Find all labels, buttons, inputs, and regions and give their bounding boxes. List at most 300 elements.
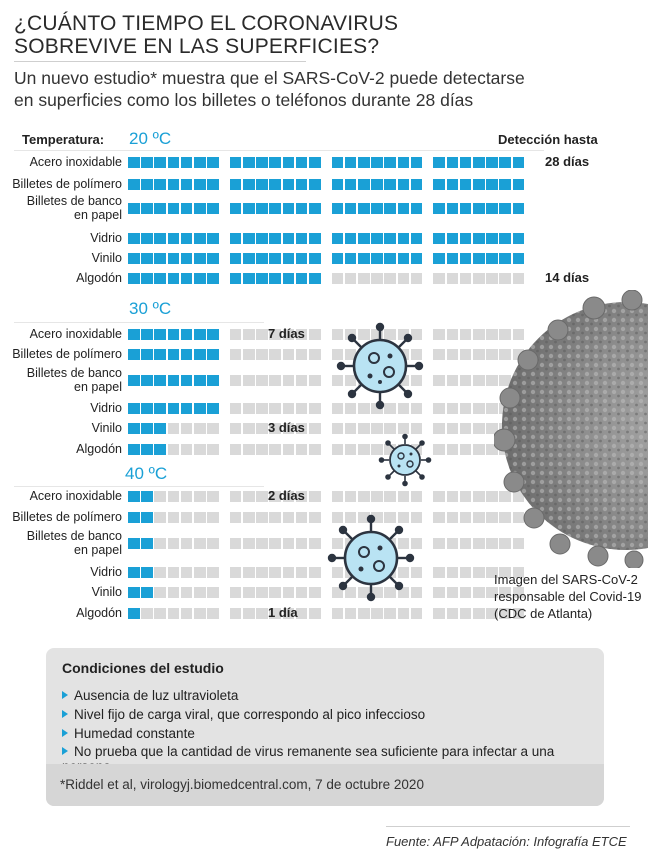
triangle-bullet-icon (62, 691, 68, 699)
day-segment-filled (433, 253, 445, 264)
day-segment-empty (433, 491, 445, 502)
day-segment-empty (447, 567, 459, 578)
day-segment-empty (447, 491, 459, 502)
day-segment-empty (345, 608, 357, 619)
day-segment-empty (433, 273, 445, 284)
day-segment-filled (296, 157, 308, 168)
day-segment-filled (411, 179, 423, 190)
day-segment-empty (269, 512, 281, 523)
day-segment-empty (230, 491, 242, 502)
day-segment-filled (128, 567, 140, 578)
day-segment-filled (154, 157, 166, 168)
day-segment-empty (433, 538, 445, 549)
day-segment-empty (230, 444, 242, 455)
day-segment-filled (398, 253, 410, 264)
day-segment-filled (154, 403, 166, 414)
day-segment-filled (207, 273, 219, 284)
day-segment-filled (243, 179, 255, 190)
day-segment-filled (154, 444, 166, 455)
day-segment-filled (309, 203, 321, 214)
day-segment-empty (181, 587, 193, 598)
day-segment-filled (460, 179, 472, 190)
day-segment-empty (283, 538, 295, 549)
day-segment-filled (398, 157, 410, 168)
day-segment-empty (473, 403, 485, 414)
day-segment-filled (345, 253, 357, 264)
day-segment-empty (296, 375, 308, 386)
day-segment-empty (473, 538, 485, 549)
subtitle (14, 67, 525, 111)
day-segment-filled (168, 329, 180, 340)
surface-label (30, 155, 122, 169)
caption-line-1: Imagen del SARS-CoV-2 (494, 572, 638, 587)
virus-icon-large (336, 322, 424, 410)
surface-label (30, 327, 122, 341)
day-segment-empty (256, 608, 268, 619)
day-segment-filled (499, 157, 511, 168)
day-segment-filled (154, 233, 166, 244)
day-segment-filled (154, 423, 166, 434)
day-segment-empty (154, 608, 166, 619)
day-segment-empty (371, 608, 383, 619)
surface-label-line: Vidrio (90, 401, 122, 415)
surface-label-line: Vinilo (91, 585, 122, 599)
day-segment-empty (433, 587, 445, 598)
day-segment-filled (230, 157, 242, 168)
day-segment-filled (371, 233, 383, 244)
source-divider (386, 826, 630, 827)
day-segment-filled (141, 203, 153, 214)
surface-label (27, 194, 122, 222)
day-segment-filled (181, 329, 193, 340)
day-segment-empty (181, 512, 193, 523)
day-segment-filled (473, 253, 485, 264)
day-segment-filled (128, 512, 140, 523)
day-segment-filled (513, 233, 525, 244)
day-segment-filled (447, 233, 459, 244)
surface-label-line: Acero inoxidable (29, 327, 122, 341)
day-segment-filled (473, 203, 485, 214)
day-segment-empty (433, 423, 445, 434)
day-segment-empty (460, 608, 472, 619)
condition-item (62, 688, 238, 703)
day-segment-filled (384, 157, 396, 168)
day-segment-empty (398, 608, 410, 619)
day-segment-filled (371, 203, 383, 214)
surface-label-line: en papel (74, 208, 122, 222)
day-segment-filled (345, 203, 357, 214)
day-segment-empty (309, 491, 321, 502)
day-segment-filled (230, 179, 242, 190)
caption-line-2: responsable del Covid-19 (494, 589, 642, 604)
surface-label-line: Vinilo (91, 251, 122, 265)
day-segment-filled (513, 157, 525, 168)
day-segment-filled (230, 273, 242, 284)
day-segment-empty (168, 538, 180, 549)
day-segment-filled (398, 179, 410, 190)
panel-divider (14, 322, 264, 323)
day-segment-empty (194, 444, 206, 455)
panel-divider (14, 486, 264, 487)
day-segment-filled (128, 444, 140, 455)
day-segment-empty (230, 567, 242, 578)
day-segment-empty (296, 587, 308, 598)
title-divider (14, 61, 306, 62)
detection-value: 7 días (268, 326, 305, 341)
day-segment-filled (283, 203, 295, 214)
day-segment-filled (345, 179, 357, 190)
day-segment-empty (256, 329, 268, 340)
day-segment-filled (181, 349, 193, 360)
day-segment-empty (207, 444, 219, 455)
day-segment-filled (332, 179, 344, 190)
day-segment-empty (309, 375, 321, 386)
day-segment-filled (345, 233, 357, 244)
day-segment-empty (433, 375, 445, 386)
surface-label-line: Algodón (76, 271, 122, 285)
day-segment-empty (283, 587, 295, 598)
day-segment-empty (256, 587, 268, 598)
virus-photo (494, 290, 648, 568)
day-segment-empty (371, 273, 383, 284)
day-segment-filled (384, 253, 396, 264)
day-segment-filled (207, 203, 219, 214)
day-segment-filled (168, 273, 180, 284)
day-segment-filled (486, 179, 498, 190)
day-segment-empty (243, 567, 255, 578)
day-segment-filled (447, 157, 459, 168)
day-segment-filled (398, 233, 410, 244)
day-segment-filled (141, 423, 153, 434)
surface-label-line: en papel (74, 380, 122, 394)
day-segment-filled (411, 253, 423, 264)
day-segment-empty (256, 423, 268, 434)
day-segment-filled (128, 403, 140, 414)
day-segment-empty (332, 608, 344, 619)
day-segment-empty (207, 587, 219, 598)
day-segment-filled (358, 203, 370, 214)
day-segment-empty (256, 444, 268, 455)
surface-label-line: Billetes de banco (26, 529, 122, 543)
day-segment-empty (499, 273, 511, 284)
day-segment-filled (384, 203, 396, 214)
day-segment-filled (486, 157, 498, 168)
day-segment-empty (411, 491, 423, 502)
surface-label (92, 585, 122, 599)
detection-value: 1 día (268, 605, 298, 620)
day-segment-filled (230, 253, 242, 264)
day-segment-empty (256, 403, 268, 414)
day-segment-empty (283, 512, 295, 523)
day-segment-filled (181, 157, 193, 168)
day-segment-filled (141, 349, 153, 360)
day-segment-filled (309, 157, 321, 168)
day-segment-filled (486, 233, 498, 244)
day-segment-filled (243, 233, 255, 244)
day-segment-filled (154, 203, 166, 214)
day-segment-filled (433, 233, 445, 244)
day-segment-empty (154, 587, 166, 598)
condition-item (62, 707, 425, 722)
day-segment-empty (332, 423, 344, 434)
surface-label-line: Billetes de polímero (12, 510, 122, 524)
title-line-2: SOBREVIVE EN LAS SUPERFICIES? (14, 35, 380, 58)
day-segment-filled (207, 253, 219, 264)
day-segment-filled (168, 203, 180, 214)
day-segment-filled (256, 253, 268, 264)
day-segment-filled (283, 273, 295, 284)
surface-label-line: Vidrio (90, 565, 122, 579)
day-segment-filled (230, 203, 242, 214)
day-segment-empty (447, 587, 459, 598)
day-segment-empty (243, 403, 255, 414)
day-segment-empty (168, 512, 180, 523)
surface-label-line: en papel (74, 543, 122, 557)
day-segment-filled (513, 203, 525, 214)
day-segment-empty (358, 273, 370, 284)
surface-label (90, 231, 122, 245)
day-segment-empty (269, 538, 281, 549)
day-segment-empty (194, 491, 206, 502)
triangle-bullet-icon (62, 729, 68, 737)
day-segment-filled (154, 375, 166, 386)
day-segment-empty (384, 491, 396, 502)
day-segment-filled (141, 233, 153, 244)
day-segment-filled (269, 157, 281, 168)
day-segment-filled (358, 157, 370, 168)
condition-text: Ausencia de luz ultravioleta (74, 688, 239, 703)
day-segment-empty (447, 329, 459, 340)
day-segment-filled (433, 157, 445, 168)
surface-label-line: Acero inoxidable (29, 489, 122, 503)
day-segment-filled (283, 253, 295, 264)
day-segment-filled (283, 157, 295, 168)
day-segment-empty (460, 423, 472, 434)
day-segment-filled (154, 179, 166, 190)
day-segment-filled (447, 203, 459, 214)
day-segment-empty (283, 375, 295, 386)
day-segment-filled (141, 567, 153, 578)
day-segment-filled (256, 273, 268, 284)
day-segment-empty (230, 349, 242, 360)
day-segment-empty (168, 587, 180, 598)
day-segment-filled (141, 403, 153, 414)
day-segment-empty (371, 491, 383, 502)
day-segment-filled (513, 179, 525, 190)
day-segment-filled (499, 179, 511, 190)
day-segment-empty (207, 423, 219, 434)
day-segment-empty (168, 491, 180, 502)
day-segment-filled (141, 375, 153, 386)
day-segment-filled (269, 253, 281, 264)
day-segment-filled (128, 608, 140, 619)
day-segment-filled (358, 233, 370, 244)
day-segment-filled (128, 203, 140, 214)
day-segment-filled (411, 203, 423, 214)
day-segment-empty (181, 538, 193, 549)
day-segment-empty (384, 608, 396, 619)
surface-label (76, 271, 122, 285)
day-segment-empty (269, 587, 281, 598)
day-segment-filled (243, 253, 255, 264)
day-segment-filled (309, 273, 321, 284)
day-segment-filled (141, 491, 153, 502)
day-segment-filled (269, 203, 281, 214)
day-segment-filled (128, 157, 140, 168)
day-segment-empty (332, 273, 344, 284)
day-segment-filled (207, 403, 219, 414)
day-segment-filled (141, 157, 153, 168)
surface-label (92, 251, 122, 265)
day-segment-empty (332, 491, 344, 502)
day-segment-empty (230, 608, 242, 619)
day-segment-empty (473, 608, 485, 619)
day-segment-filled (332, 253, 344, 264)
day-segment-filled (296, 273, 308, 284)
day-segment-empty (296, 444, 308, 455)
day-segment-filled (168, 375, 180, 386)
panel-divider (14, 150, 544, 151)
day-segment-filled (128, 179, 140, 190)
day-segment-filled (194, 253, 206, 264)
temperature-header: Temperatura: (22, 132, 105, 147)
day-segment-filled (207, 375, 219, 386)
day-segment-empty (358, 608, 370, 619)
day-segment-empty (473, 329, 485, 340)
day-segment-empty (460, 512, 472, 523)
day-segment-empty (473, 512, 485, 523)
day-segment-empty (309, 329, 321, 340)
day-segment-empty (433, 444, 445, 455)
day-segment-filled (181, 253, 193, 264)
day-segment-filled (230, 233, 242, 244)
day-segment-filled (128, 375, 140, 386)
day-segment-filled (358, 253, 370, 264)
detection-value: 28 días (545, 154, 590, 169)
day-segment-filled (411, 233, 423, 244)
day-segment-filled (141, 587, 153, 598)
day-segment-filled (243, 273, 255, 284)
day-segment-empty (309, 587, 321, 598)
detection-value: 2 días (268, 488, 305, 503)
day-segment-empty (168, 444, 180, 455)
condition-text: Nivel fijo de carga viral, que correspondo al pico infeccioso (74, 707, 426, 722)
day-segment-empty (256, 567, 268, 578)
day-segment-empty (411, 608, 423, 619)
day-segment-empty (269, 444, 281, 455)
day-segment-filled (371, 253, 383, 264)
surface-label-line: Billetes de polímero (12, 347, 122, 361)
day-segment-empty (283, 444, 295, 455)
day-segment-empty (460, 273, 472, 284)
day-segment-empty (243, 423, 255, 434)
day-segment-empty (296, 538, 308, 549)
surface-label (76, 442, 122, 456)
day-segment-filled (168, 179, 180, 190)
day-segment-empty (433, 403, 445, 414)
day-segment-filled (154, 329, 166, 340)
day-segment-filled (371, 157, 383, 168)
day-segment-empty (332, 444, 344, 455)
day-segment-filled (460, 253, 472, 264)
day-segment-empty (230, 329, 242, 340)
day-segment-empty (309, 567, 321, 578)
day-segment-filled (309, 179, 321, 190)
day-segment-filled (296, 233, 308, 244)
day-segment-empty (447, 375, 459, 386)
day-segment-filled (433, 203, 445, 214)
day-segment-empty (460, 375, 472, 386)
day-segment-empty (194, 587, 206, 598)
day-segment-empty (230, 512, 242, 523)
day-segment-empty (460, 444, 472, 455)
day-segment-filled (154, 253, 166, 264)
day-segment-filled (384, 179, 396, 190)
day-segment-empty (194, 567, 206, 578)
caption-line-3: (CDC de Atlanta) (494, 606, 593, 621)
surface-label (90, 565, 122, 579)
title (14, 12, 398, 58)
surface-label-line: Billetes de banco (26, 366, 122, 380)
day-segment-filled (154, 349, 166, 360)
day-segment-filled (283, 179, 295, 190)
day-segment-empty (309, 423, 321, 434)
day-segment-empty (460, 491, 472, 502)
day-segment-empty (269, 349, 281, 360)
day-segment-empty (256, 349, 268, 360)
day-segment-empty (473, 587, 485, 598)
day-segment-empty (243, 608, 255, 619)
day-segment-filled (194, 273, 206, 284)
day-segment-filled (296, 253, 308, 264)
day-segment-empty (411, 273, 423, 284)
day-segment-filled (207, 179, 219, 190)
day-segment-empty (269, 403, 281, 414)
surface-label (12, 510, 122, 524)
day-segment-filled (486, 203, 498, 214)
surface-label-line: Vidrio (90, 231, 122, 245)
day-segment-empty (309, 538, 321, 549)
day-segment-filled (433, 179, 445, 190)
day-segment-empty (309, 403, 321, 414)
day-segment-filled (269, 273, 281, 284)
day-segment-filled (207, 233, 219, 244)
day-segment-filled (194, 233, 206, 244)
day-segment-filled (168, 349, 180, 360)
surface-label-line: Billetes de banco (26, 194, 122, 208)
day-segment-empty (447, 423, 459, 434)
day-segment-empty (486, 273, 498, 284)
day-segment-empty (168, 423, 180, 434)
day-segment-empty (168, 608, 180, 619)
day-segment-empty (473, 444, 485, 455)
surface-label (90, 401, 122, 415)
day-segment-empty (243, 329, 255, 340)
detection-header: Detección hasta (498, 132, 598, 147)
day-segment-filled (128, 233, 140, 244)
day-segment-filled (181, 179, 193, 190)
day-segment-empty (460, 567, 472, 578)
subtitle-line-1: Un nuevo estudio* muestra que el SARS-CoV-2 puede detectarse (14, 68, 525, 88)
day-segment-empty (447, 608, 459, 619)
day-segment-empty (154, 512, 166, 523)
day-segment-empty (447, 349, 459, 360)
day-segment-filled (256, 179, 268, 190)
day-segment-empty (230, 587, 242, 598)
day-segment-empty (181, 608, 193, 619)
day-segment-empty (194, 538, 206, 549)
day-segment-empty (243, 538, 255, 549)
